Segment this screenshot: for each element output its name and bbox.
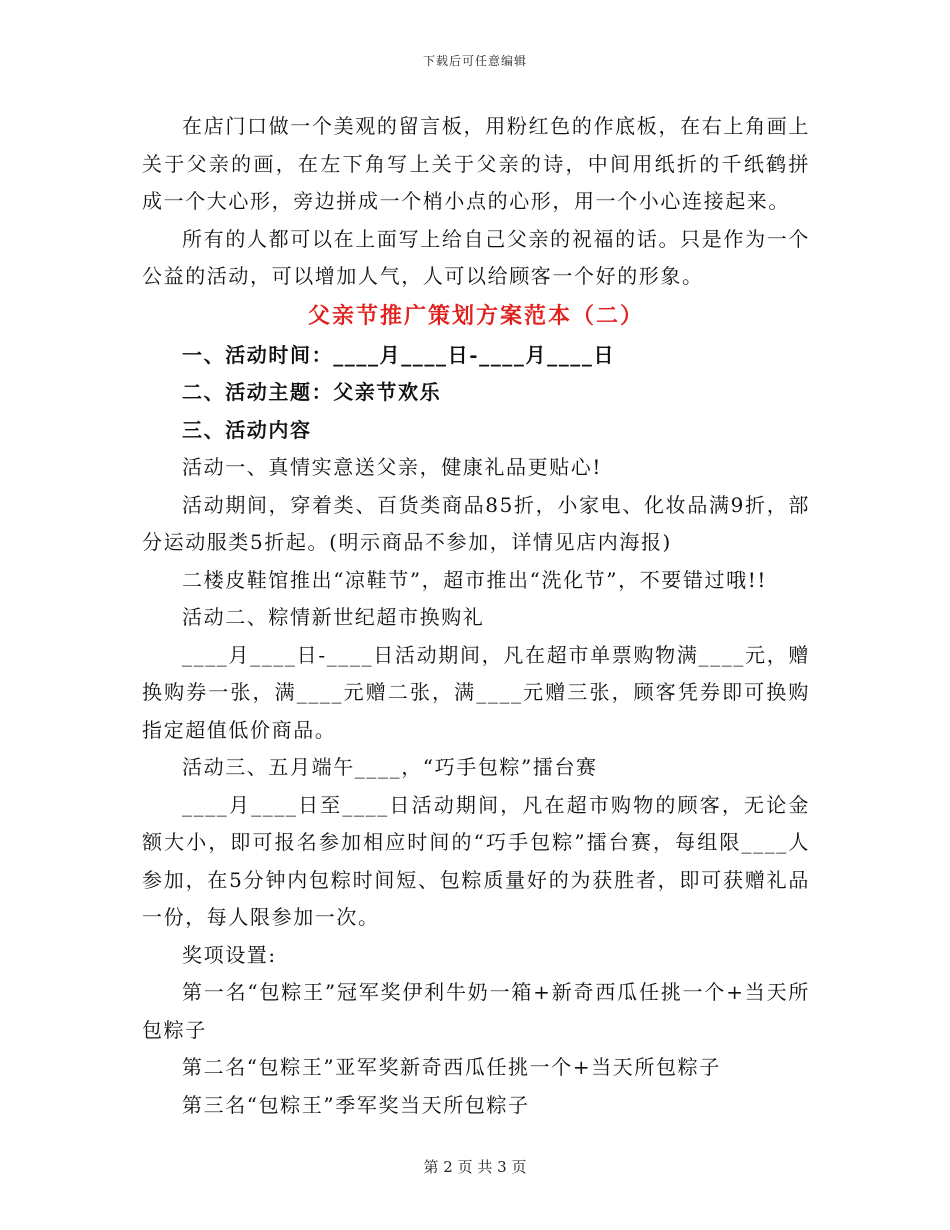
section-title: 父亲节推广策划方案范本（二）: [307, 302, 644, 329]
prize-first: 第一名“包粽王”冠军奖伊利牛奶一箱+新奇西瓜任挑一个+当天所包粽子: [142, 980, 810, 1042]
activity-two-details: ____月____日-____日活动期间，凡在超市单票购物满____元，赠换购券一张，满____元赠二张，满____元赠三张，顾客凭券即可换购指定超值低价商品。: [142, 642, 810, 742]
activity-two-title: 活动二、粽情新世纪超市换购礼: [182, 605, 485, 629]
prize-settings-label: 奖项设置:: [182, 942, 277, 967]
prize-second: 第二名“包粽王”亚军奖新奇西瓜任挑一个+当天所包粽子: [182, 1055, 721, 1079]
intro-paragraph-1: 在店门口做一个美观的留言板，用粉红色的作底板，在右上角画上关于父亲的画，在左下角写上关于父亲的诗，中间用纸折的千纸鹤拼成一个大心形，旁边拼成一个梢小点的心形，用一个小心连接起来。: [142, 114, 810, 213]
activity-one-title: 活动一、真情实意送父亲，健康礼品更贴心!: [182, 455, 603, 479]
activity-three-details: ____月____日至____日活动期间，凡在超市购物的顾客，无论金额大小，即可报名参加相应时间的“巧手包粽”擂台赛，每组限____人参加，在5分钟内包粽时间短、包粽质量好的为获胜者，即可获赠礼品一份，每人限参加一次。: [142, 792, 810, 929]
intro-paragraph-2: 所有的人都可以在上面写上给自己父亲的祝福的话。只是作为一个公益的活动，可以增加人气，人可以给顾客一个好的形象。: [142, 226, 810, 288]
activity-three-title: 活动三、五月端午____，“巧手包粽”擂台赛: [182, 755, 598, 779]
heading-activity-time: 一、活动时间：____月____日-____月____日: [182, 342, 616, 367]
page-footer: 第 2 页 共 3 页: [423, 1158, 527, 1176]
activity-one-festivals: 二楼皮鞋馆推出“凉鞋节”，超市推出“洗化节”，不要错过哦!!: [182, 567, 767, 592]
heading-activity-content: 三、活动内容: [182, 417, 312, 442]
heading-activity-theme: 二、活动主题：父亲节欢乐: [182, 380, 442, 404]
document-body: [142, 108, 810, 1124]
prize-third: 第三名“包粽王”季军奖当天所包粽子: [182, 1092, 530, 1117]
page-header: 下载后可任意编辑: [422, 54, 527, 68]
activity-one-discounts: 活动期间，穿着类、百货类商品85折，小家电、化妆品满9折，部分运动服类5折起。(明示商品不参加，详情见店内海报): [142, 492, 810, 554]
